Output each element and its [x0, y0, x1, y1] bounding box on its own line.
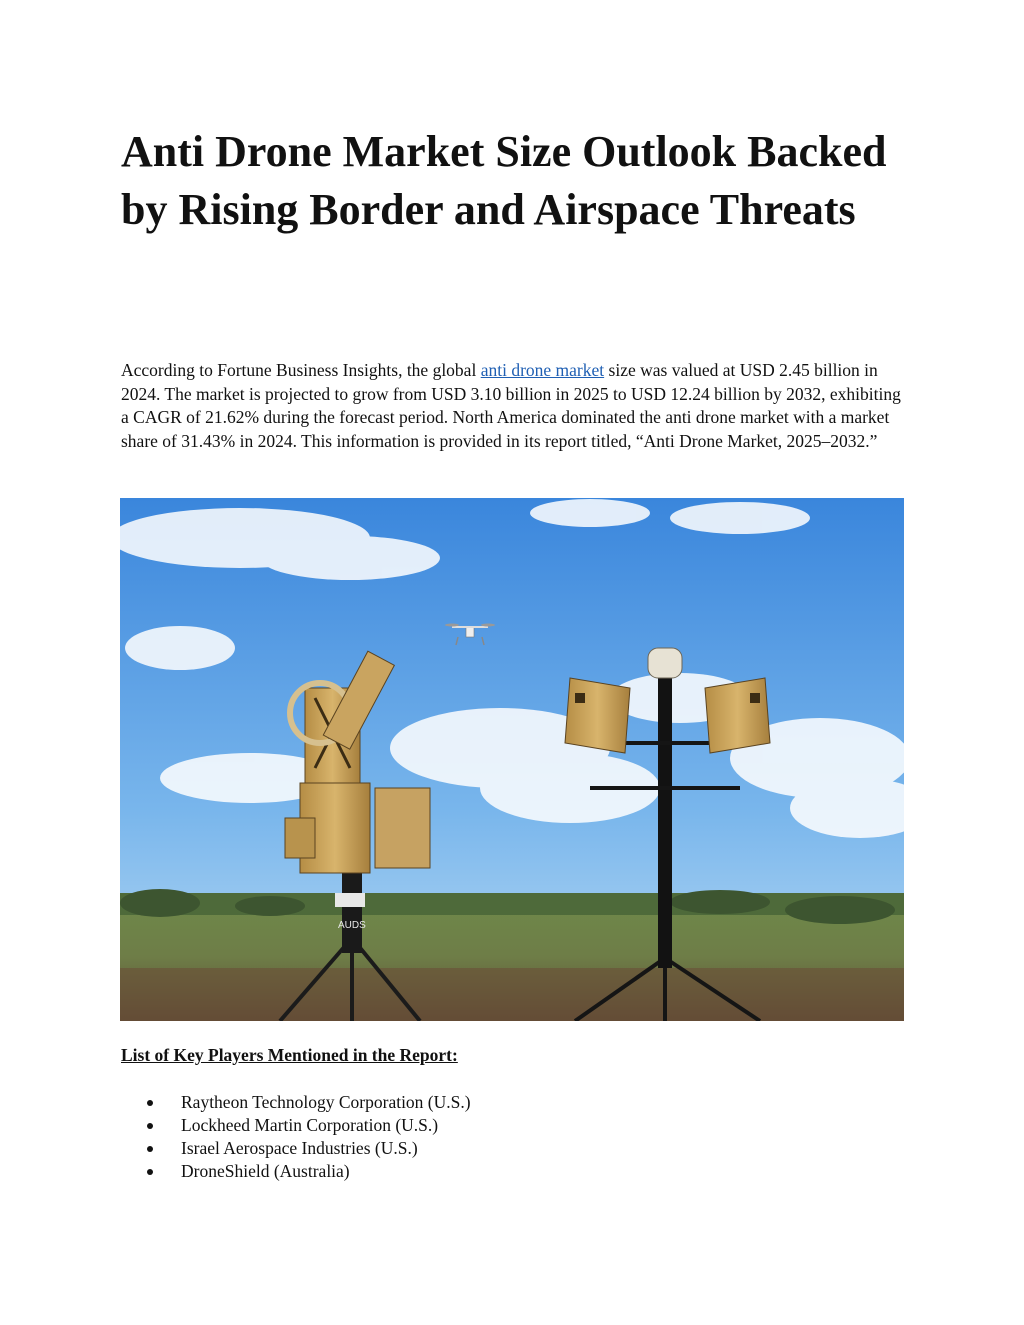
bullet-icon	[147, 1100, 153, 1106]
intro-paragraph	[121, 359, 911, 453]
article-title: Anti Drone Market Size Outlook Backed by Rising Border and Airspace Threats	[121, 127, 887, 234]
bullet-icon	[147, 1146, 153, 1152]
auds-logo-text: AUDS	[338, 920, 366, 931]
list-item: Lockheed Martin Corporation (U.S.)	[121, 1114, 471, 1137]
intro-text-after-link: size was valued at USD 2.45 billion in 2024. The market is projected to grow from USD 3.10 billion in 2025 to USD 12.24 billion by 2032, exhibiting a CAGR of 21.62% during the forecast period. North America dominated the anti drone market with a market share of 31.43% in 2024. This information is provided in its report titled, “Anti Drone Market, 2025–2032.”	[121, 360, 901, 451]
anti-drone-system-photo	[120, 498, 904, 1021]
bullet-icon	[147, 1169, 153, 1175]
anti-drone-market-link[interactable]: anti drone market	[480, 360, 605, 380]
key-players-list	[121, 1091, 471, 1183]
list-item: Raytheon Technology Corporation (U.S.)	[121, 1091, 471, 1114]
intro-text-before-link: According to Fortune Business Insights, the global	[121, 360, 481, 380]
bullet-icon	[147, 1123, 153, 1129]
list-item: DroneShield (Australia)	[121, 1160, 471, 1183]
list-item: Israel Aerospace Industries (U.S.)	[121, 1137, 471, 1160]
key-players-heading: List of Key Players Mentioned in the Report:	[121, 1045, 458, 1065]
